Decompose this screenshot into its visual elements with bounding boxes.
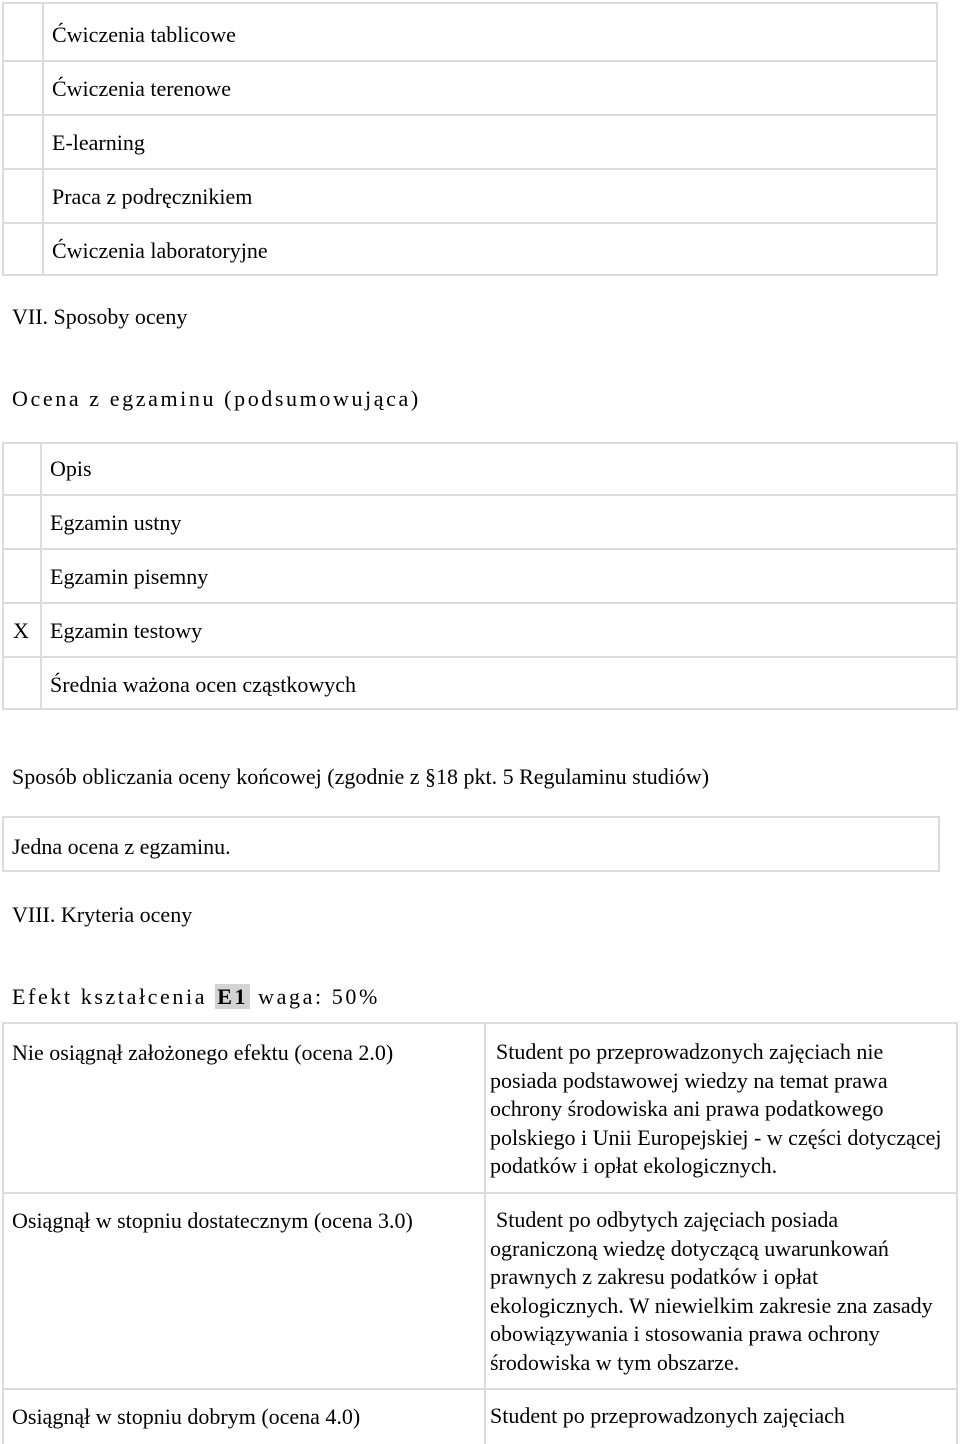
method-item: Praca z podręcznikiem [52, 184, 253, 209]
method-item: E-learning [52, 130, 145, 155]
exam-row-label: Egzamin testowy [50, 618, 203, 643]
final-grade-box [2, 816, 940, 872]
section-8-heading: VIII. Kryteria oceny [12, 902, 193, 927]
exam-row-label: Średnia ważona ocen cząstkowych [50, 672, 357, 697]
effect-line [12, 984, 380, 1010]
effect-prefix: Efekt kształcenia [12, 984, 208, 1009]
method-item: Ćwiczenia tablicowe [52, 22, 236, 47]
method-item: Ćwiczenia laboratoryjne [52, 238, 268, 263]
effect-code: E1 [217, 984, 249, 1009]
criteria-grade: Osiągnął w stopniu dostatecznym (ocena 3.0) [12, 1208, 413, 1233]
criteria-table [2, 1022, 958, 1444]
criteria-grade: Nie osiągnął założonego efektu (ocena 2.0) [12, 1040, 394, 1065]
method-item: Ćwiczenia terenowe [52, 76, 231, 101]
exam-row-label: Egzamin pisemny [50, 564, 209, 589]
final-grade-label: Sposób obliczania oceny końcowej (zgodnie z §18 pkt. 5 Regulaminu studiów) [12, 764, 710, 789]
criteria-description: Student po przeprowadzonych zajęciach [490, 1403, 845, 1428]
effect-weight: waga: 50% [258, 984, 380, 1009]
methods-table [2, 2, 938, 276]
criteria-grade: Osiągnął w stopniu dobrym (ocena 4.0) [12, 1404, 361, 1429]
exam-heading: Ocena z egzaminu (podsumowująca) [12, 386, 421, 411]
exam-row-mark: X [13, 618, 29, 643]
criteria-description: Student po przeprowadzonych zajęciach nie posiada podstawowej wiedzy na temat prawa ochrony środowiska ani prawa podatkowego polskiego i Unii Europejskiej - w części dotyczącej podatków i opłat ekologicznych. [490, 1039, 942, 1178]
final-grade-value: Jedna ocena z egzaminu. [12, 834, 231, 859]
section-7-heading: VII. Sposoby oceny [12, 304, 188, 329]
exam-row-label: Opis [50, 456, 92, 481]
exam-row-label: Egzamin ustny [50, 510, 182, 535]
exam-type-table [2, 442, 958, 710]
criteria-description: Student po odbytych zajęciach posiada ograniczoną wiedzę dotyczącą uwarunkowań prawnych z zakresu podatków i opłat ekologicznych. W niewielkim zakresie zna zasady obowiązywania i stosowania prawa ochrony środowiska w tym obszarze. [490, 1207, 933, 1375]
